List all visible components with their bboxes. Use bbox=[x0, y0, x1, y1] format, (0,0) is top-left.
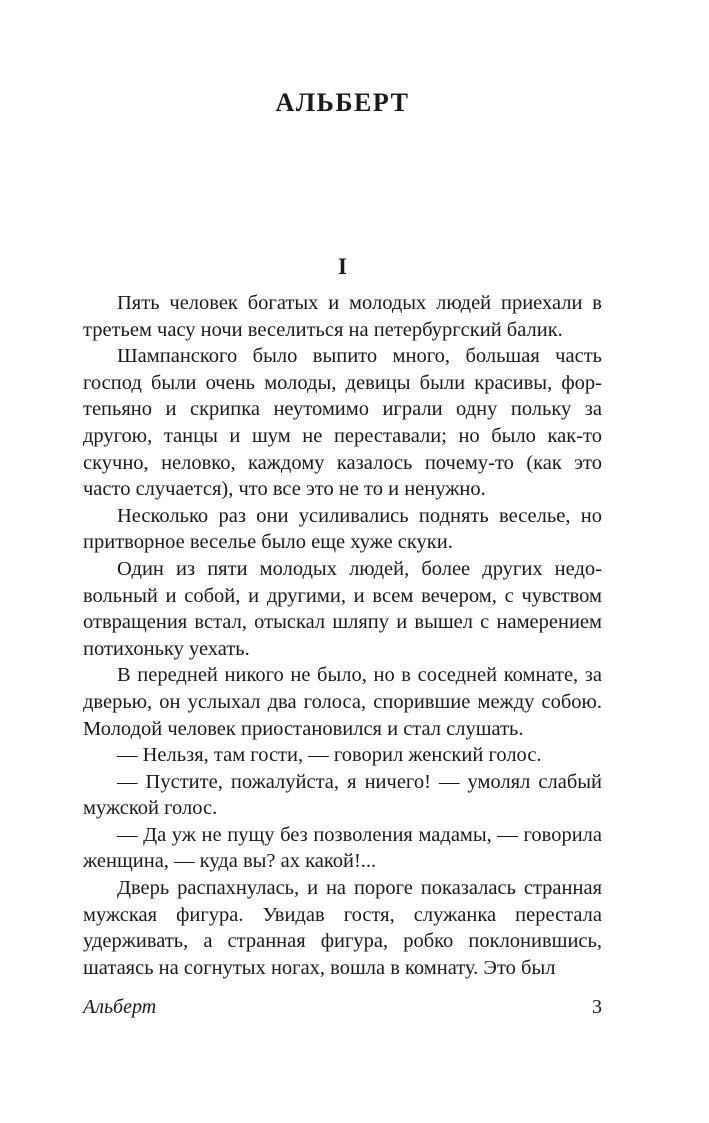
paragraph: Дверь распахнулась, и на пороге показалась странная мужская фигура. Увидав гостя, служанка перестала удерживать, а странная фигура, робко поклонившись, шатаясь на согнутых ногах, вошла в комнату. Это был bbox=[83, 877, 602, 979]
paragraph: — Пустите, пожалуйста, я ничего! — умолял слабый мужской голос. bbox=[83, 770, 602, 820]
book-page bbox=[83, 0, 602, 1123]
chapter-number: I bbox=[338, 254, 347, 279]
body-text bbox=[83, 290, 602, 981]
paragraph: Один из пяти молодых людей, более других недовольный и собой, и другими, и всем вечером, с чувством отвращения встал, отыскал шляпу и вышел с намерением потихоньку уехать. bbox=[83, 557, 602, 660]
running-title: Альберт bbox=[83, 996, 157, 1018]
paragraph: В передней никого не было, но в соседней комнате, за дверью, он услыхал два голоса, спорившие между собою. Молодой человек приостановился и стал слушать. bbox=[83, 664, 602, 740]
paragraph: Пять человек богатых и молодых людей приехали в третьем часу ночи веселиться на петербургский балик. bbox=[83, 292, 602, 341]
page-number: 3 bbox=[592, 996, 602, 1018]
paragraph: — Нельзя, там гости, — говорил женский голос. bbox=[117, 744, 542, 767]
page-title: АЛЬБЕРТ bbox=[275, 88, 410, 117]
paragraph: Шампанского было выпито много, большая часть господ были очень молоды, девицы были красивы, фортепьяно и скрипка неутомимо играли одну польку за другою, танцы и шум не переставали; но было как-то скучно, неловко, каждому казалось почему-то (как это часто случается), что все это не то и ненужно. bbox=[83, 345, 602, 501]
paragraph: Несколько раз они усиливались поднять веселье, но притворное веселье было еще хуже скуки. bbox=[83, 504, 602, 554]
paragraph: — Да уж не пущу без позволения мадамы, — говорила женщина, — куда вы? ах какой!... bbox=[83, 823, 602, 873]
